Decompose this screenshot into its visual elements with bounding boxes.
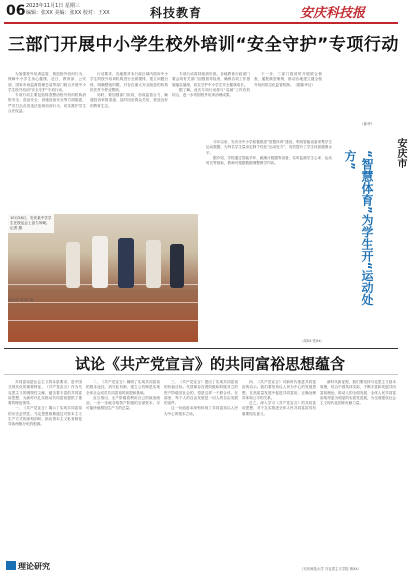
paragraph: 同时，要加强部门协同，形成监管合力，畅通投诉举报渠道，及时回应群众关切，营造良好的教育生态。 bbox=[90, 93, 168, 108]
paragraph: 四、《共产党宣言》对新时代推进共同富裕的启示。我们要坚持以人民为中心的发展思想，在高质量发展中促进共同富裕，正确处理效率和公平的关系。 bbox=[242, 380, 316, 400]
runner-figure bbox=[118, 238, 134, 288]
section-title: 科技教育 bbox=[150, 6, 203, 20]
paragraph: 据了解，此次专项行动将与“双减”工作有机结合，进一步巩固校外培训治理成果。 bbox=[172, 87, 250, 98]
paragraph: 据介绍，学校通过智能手环、跳绳计数器等设备，实时监测学生心率、运动时长等指标，教师可根据数据调整教学内容。 bbox=[206, 155, 332, 166]
article2-col5 bbox=[320, 380, 396, 560]
paragraph: 专项行动主要包括排查整治校外培训机构消防安全、食品安全、设施设备安全等方面隐患，严厉打击各类违法违规培训行为，切实维护学生合法权益。 bbox=[8, 93, 86, 114]
page-number: 06 bbox=[6, 3, 26, 19]
runner-figure bbox=[66, 242, 80, 288]
article2-headline: 试论《共产党宣言》的共同富裕思想蕴含 bbox=[74, 355, 345, 373]
article1-byline: （新华） bbox=[360, 122, 375, 126]
article1-headline: 三部门开展中小学生校外培训“安全守护”专项行动 bbox=[8, 35, 399, 55]
masthead-logo: 安庆科技报 bbox=[300, 6, 366, 21]
sidebar-label: 安庆市 bbox=[395, 138, 406, 168]
article1-col4 bbox=[254, 72, 322, 132]
paragraph: 为加强校外培训监管，规范校外培训行为，保障中小学生身心健康，近日，教育部、公安部、国家市场监督管理总局等部门联合开展中小学生校外培训“安全守护”专项行动。 bbox=[8, 72, 86, 92]
date-line: 2023年11月1日 星期三 bbox=[26, 3, 80, 9]
article1-col2 bbox=[90, 72, 168, 210]
paragraph: 二、《共产党宣言》阐明了实现共同富裕的根本途径。消灭私有制、建立公有制是实现全体社会成员共同富裕的前提和基础。 bbox=[86, 380, 160, 395]
runner-figure bbox=[170, 244, 184, 288]
article2-byline: （安庆师范大学 马克思主义学院 黄XX） bbox=[300, 567, 362, 571]
paragraph: 总之，深入学习《共产党宣言》的共同富裕思想，对于扎实推进全体人民共同富裕具有重要现实意义。 bbox=[242, 401, 316, 416]
runner-figure bbox=[92, 236, 108, 288]
paragraph: 下一步，三部门将适时开展联合督查，通报典型案例，推动各地建立健全校外培训常态化监管机制。（据新华社） bbox=[254, 72, 322, 87]
article2-col2 bbox=[86, 380, 160, 564]
paragraph: 三、《共产党宣言》提出了实现共同富裕的价值目标。代替那存在着阶级和阶级对立的资产阶级旧社会的，将是这样一个联合体，在那里，每个人的自由发展是一切人的自由发展的条件。 bbox=[164, 380, 238, 406]
page-header bbox=[0, 0, 402, 24]
track-lane-line bbox=[8, 320, 198, 321]
paragraph: 行动要求，各地要对本行政区域内面向中小学生的校外培训机构进行全面摸排，建立问题台账，明确整改时限，对存在重大安全隐患的机构依法责令停业整顿。 bbox=[90, 72, 168, 92]
article1-col1 bbox=[8, 72, 86, 210]
paragraph: 一、《共产党宣言》揭示了实现共同富裕的历史必然性。马克思恩格斯通过对资本主义生产方式的深刻剖析，指出资本主义私有制是导致两极分化的根源。 bbox=[8, 406, 82, 427]
paragraph: 专项行动将持续到年底。各地教育行政部门要会同有关部门加强督导检查，确保各项工作措施落实落细，切实守护中小学生安全健康成长。 bbox=[172, 72, 250, 87]
headline-rule bbox=[4, 374, 398, 375]
paragraph: 这一价值追求深刻体现了共同富裕以人民为中心的根本立场。 bbox=[164, 406, 238, 416]
article2-col3 bbox=[164, 380, 238, 564]
photo-credit: 通讯员 周XX 摄 bbox=[8, 298, 34, 302]
running-photo bbox=[8, 214, 198, 342]
paragraph: 今年以来，安庆市中小学积极推进“智慧体育”建设，利用智能设备采集学生运动数据，为每名学生量身定制个性化“运动处方”，有效提升了学生体质健康水平。 bbox=[206, 140, 332, 155]
sidebar-title: “智慧体育”为学生开“运动处方” bbox=[343, 150, 374, 306]
sidebar-byline: （周XX 张XX） bbox=[300, 339, 324, 343]
article2-col4 bbox=[242, 380, 316, 564]
section-marker-icon bbox=[6, 561, 16, 570]
paragraph: 共同富裕是社会主义的本质要求，是中国式现代化的重要特征。《共产党宣言》作为马克思主义的纲领性文献，蕴含着丰富的共同富裕思想，为新时代扎实推动共同富裕提供了重要的理论指导。 bbox=[8, 380, 82, 406]
article2-col1 bbox=[8, 380, 82, 556]
paragraph: 新时代新征程，我们要坚持马克思主义基本原理，结合中国具体实际，不断丰富和发展共同富裕理论，推动人的全面发展、全体人民共同富裕取得更为明显的实质性进展，为全面建设社会主义现代化国家贡献力量。 bbox=[320, 380, 396, 406]
section-divider bbox=[4, 348, 398, 349]
header-divider bbox=[4, 22, 398, 24]
sidebar-text bbox=[206, 140, 332, 336]
section-tag: 理论研究 bbox=[18, 562, 50, 571]
photo-caption: 10月26日，安庆某中学学生在校运会上奋力冲刺。记者 摄 bbox=[8, 214, 54, 233]
runner-figure bbox=[146, 240, 161, 288]
paragraph: 宣言指出，无产阶级将利用自己的政治统治，一步一步地夺取资产阶级的全部资本，尽可能快地增加生产力的总量。 bbox=[86, 395, 160, 411]
editor-line: 编辑：张XX 美编：张XX 校对：王XX bbox=[26, 10, 110, 16]
